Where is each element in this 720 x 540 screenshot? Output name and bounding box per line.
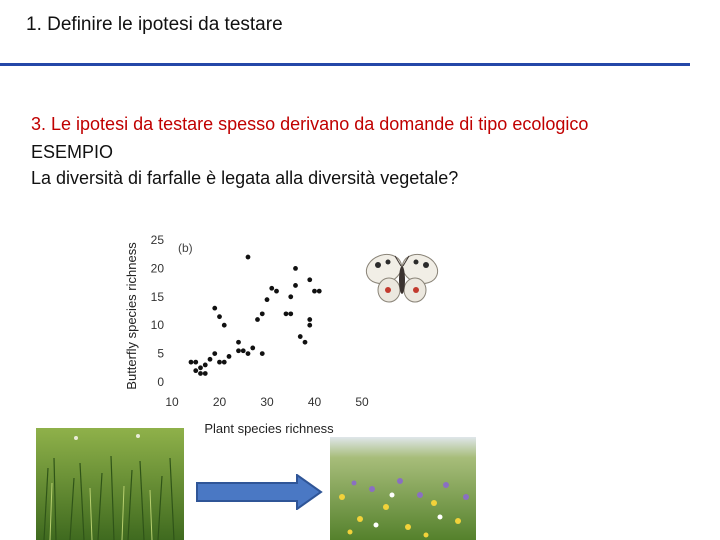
research-question: La diversità di farfalle è legata alla diversità vegetale? (31, 168, 459, 188)
data-point (307, 323, 312, 328)
data-point (260, 311, 265, 316)
data-point (198, 365, 203, 370)
y-tick-label: 15 (150, 289, 164, 304)
flower-meadow-photo (330, 437, 476, 540)
data-point (217, 360, 222, 365)
scatter-chart (118, 228, 378, 440)
y-tick-label: 20 (150, 261, 164, 276)
low-diversity-grassland-photo (36, 428, 184, 540)
x-tick-label: 50 (355, 395, 369, 409)
data-point (236, 348, 241, 353)
data-point (246, 351, 251, 356)
data-point (208, 357, 213, 362)
slide-title: 1. Definire le ipotesi da testare (26, 14, 283, 35)
data-point (212, 351, 217, 356)
data-point (250, 346, 255, 351)
data-point (227, 354, 232, 359)
data-point (293, 283, 298, 288)
data-point (288, 311, 293, 316)
point-heading: 3. Le ipotesi da testare spesso derivano da domande di tipo ecologico (31, 114, 589, 134)
data-point (193, 368, 198, 373)
data-point (269, 286, 274, 291)
data-point (203, 363, 208, 368)
y-tick-label: 10 (150, 318, 164, 333)
panel-label: (b) (178, 241, 193, 255)
x-tick-label: 40 (307, 395, 322, 409)
data-point (265, 297, 270, 302)
example-label: ESEMPIO (31, 142, 114, 162)
y-axis-label: Butterfly species richness (124, 242, 139, 390)
x-axis-label: Plant species richness (204, 421, 334, 436)
butterfly-photo (364, 250, 440, 306)
data-point (284, 311, 289, 316)
data-point (236, 340, 241, 345)
data-point (255, 317, 260, 322)
y-tick-label: 25 (150, 233, 164, 247)
data-point (189, 360, 194, 365)
data-point (222, 323, 227, 328)
chart-plot-area (124, 233, 369, 436)
right-arrow-icon (195, 474, 323, 510)
data-point (303, 340, 308, 345)
data-point (203, 371, 208, 376)
slide-content (31, 113, 671, 189)
data-point (246, 255, 251, 260)
title-divider (0, 63, 690, 66)
data-point (222, 360, 227, 365)
x-tick-label: 10 (165, 395, 179, 409)
x-tick-label: 20 (212, 395, 227, 409)
data-point (288, 294, 293, 299)
y-tick-label: 0 (157, 375, 164, 389)
data-point (317, 289, 322, 294)
data-point (198, 371, 203, 376)
y-tick-label: 5 (157, 346, 164, 361)
data-point (212, 306, 217, 311)
data-point (217, 314, 222, 319)
data-point (274, 289, 279, 294)
data-point (307, 277, 312, 282)
x-tick-label: 30 (260, 395, 274, 409)
data-point (260, 351, 265, 356)
data-point (298, 334, 303, 339)
data-point (312, 289, 317, 294)
data-point (193, 360, 198, 365)
data-point (307, 317, 312, 322)
data-point (241, 348, 246, 353)
data-point (293, 266, 298, 271)
